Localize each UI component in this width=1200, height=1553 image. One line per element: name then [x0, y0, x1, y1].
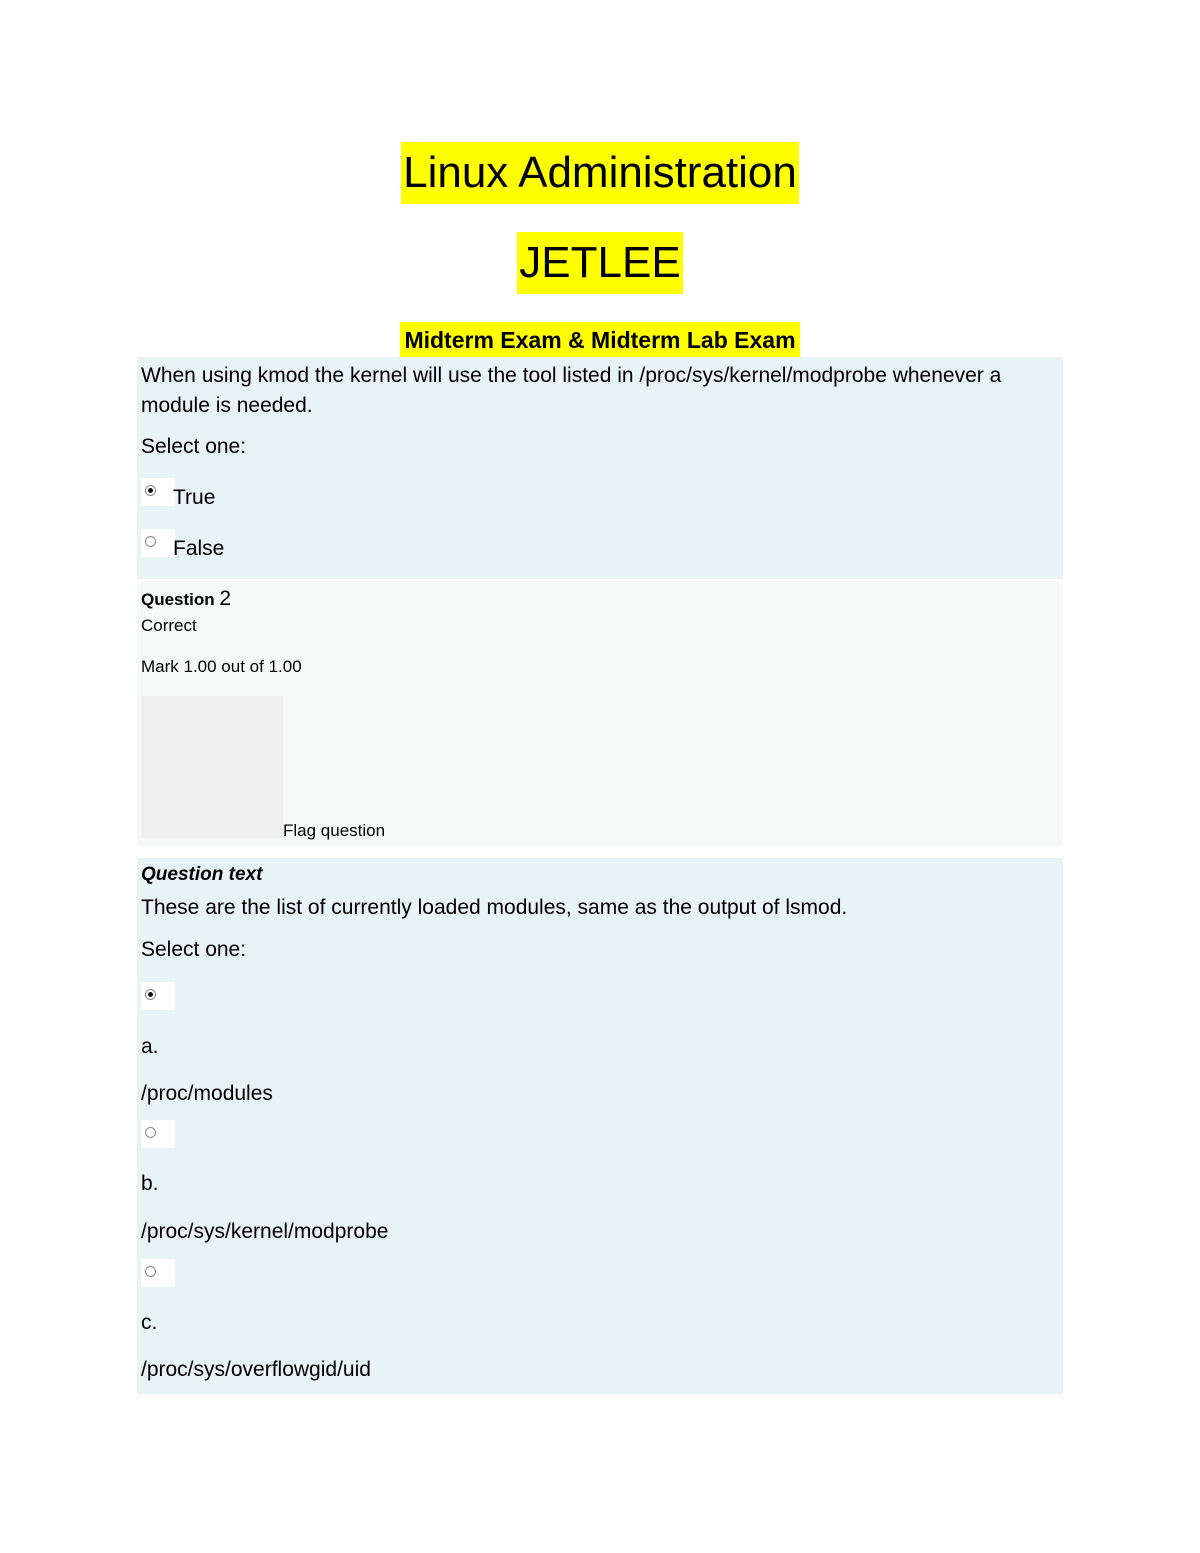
question-number: 2	[219, 587, 232, 610]
option-c-answer[interactable]: /proc/sys/overflowgid/uid	[141, 1358, 371, 1381]
true-radio[interactable]	[145, 485, 156, 496]
author-block	[0, 232, 1200, 294]
option-a-radio[interactable]	[145, 989, 156, 1000]
flag-icon[interactable]	[141, 696, 283, 838]
document-author: JETLEE	[517, 232, 682, 294]
question-mark: Mark 1.00 out of 1.00	[141, 657, 302, 676]
question-text-heading: Question text	[141, 864, 263, 885]
flag-question-link[interactable]: Flag question	[283, 821, 386, 840]
option-true-label[interactable]: True	[173, 486, 216, 509]
question2-panel	[137, 858, 1063, 1394]
question-number-label: Question 2	[141, 587, 232, 610]
question1-text: When using kmod the kernel will use the tool listed in /proc/sys/kernel/modprobe whenever a module is needed.	[141, 364, 1002, 417]
subtitle-block	[0, 322, 1200, 358]
document-title: Linux Administration	[401, 142, 799, 204]
option-c-radio[interactable]	[145, 1266, 156, 1277]
option-c-letter: c.	[141, 1311, 158, 1334]
option-false-label[interactable]: False	[173, 537, 225, 560]
question-status: Correct	[141, 616, 197, 635]
option-b-answer[interactable]: /proc/sys/kernel/modprobe	[141, 1220, 389, 1243]
document-title-block	[0, 142, 1200, 204]
document-subtitle: Midterm Exam & Midterm Lab Exam	[400, 322, 799, 358]
option-a-answer[interactable]: /proc/modules	[141, 1082, 273, 1105]
question1-select-prompt: Select one:	[141, 435, 247, 458]
option-b-radio[interactable]	[145, 1127, 156, 1138]
question2-text: These are the list of currently loaded modules, same as the output of lsmod.	[141, 896, 848, 919]
option-b-letter: b.	[141, 1172, 159, 1195]
question2-select-prompt: Select one:	[141, 938, 247, 961]
option-a-letter: a.	[141, 1035, 159, 1058]
false-radio[interactable]	[145, 536, 156, 547]
